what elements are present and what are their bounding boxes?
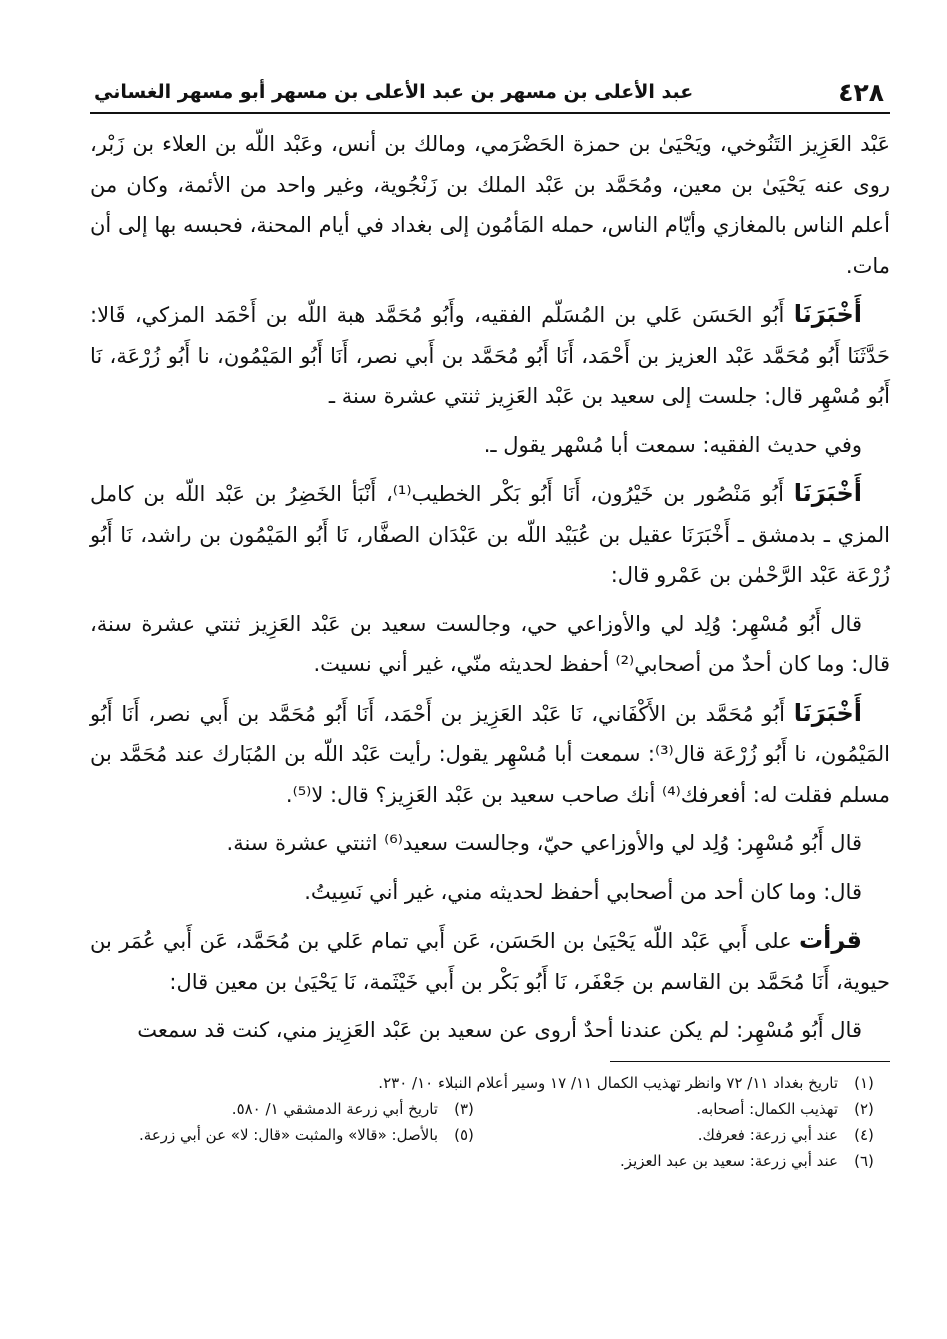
paragraph-lead: أَخْبَرَنَا: [793, 300, 862, 328]
footnote-divider: [610, 1061, 890, 1062]
paragraph-8: [90, 872, 890, 913]
footnote-row: [90, 1096, 890, 1122]
footnote-row: [90, 1122, 890, 1148]
paragraph-text: على أَبي عَبْد اللّه يَحْيَىٰ بن الحَسَن، عَن أَبي تمام عَلي بن مُحَمَّد، عَن أَبي عُمَر بن حيوية، أَنَا مُحَمَّد بن القاسم بن جَعْفَر، نَا أَبُو بَكْر بن أَبي خَيْثَمة، نَا يَحْيَىٰ بن معين قال:: [90, 929, 890, 994]
paragraph-lead: أَخْبَرَنَا: [793, 479, 862, 507]
footnote-number: (٢): [854, 1099, 874, 1118]
footnote-text: تهذيب الكمال: أصحابه.: [696, 1099, 838, 1118]
running-header: [90, 70, 890, 114]
paragraph-10: [90, 1010, 890, 1051]
paragraph-lead: أَخْبَرَنَا: [793, 698, 862, 727]
paragraph-9: [90, 920, 890, 1002]
paragraph-1: [90, 124, 890, 286]
paragraph-text: قال أَبُو مُسْهِر: لم يكن عندنا أحدٌ أروى عن سعيد بن عَبْد العَزِيز مني، كنت قد سمعت: [137, 1018, 862, 1042]
footnote-number: (٣): [454, 1099, 474, 1118]
paragraph-text: أَبُو مُحَمَّد بن الأَكْفَاني، نَا عَبْد العَزِيز بن أَحْمَد، أَنَا أَبُو مُحَمَّد بن أَبي نصر، أَنَا أَبُو المَيْمُون، نا أَبُو زُرْعَة قال⁽³⁾: سمعت أبا مُسْهِر يقول: رأيت عَبْد اللّه بن المُبَارك عند مُحَمَّد بن مسلم فقلت له: أفعرفك⁽⁴⁾ أنك صاحب سعيد بن عَبْد العَزِيز؟ قال: لا⁽⁵⁾.: [90, 701, 890, 807]
paragraph-5: [90, 604, 890, 685]
footnote-text: بالأصل: «قالا» والمثبت «قال: لا» عن أبي زرعة.: [139, 1125, 438, 1144]
paragraph-text: أَبُو مَنْصُور بن خَيْرُون، أَنَا أَبُو بَكْر الخطيب⁽¹⁾، أَنْبَأ الخَضِرُ بن عَبْد اللّه بن كامل المزي ـ بدمشق ـ أَخْبَرَنَا عقيل بن عُبَيْد اللّه بن عَبْدَان الصفَّار، نَا أَبُو المَيْمُون بن راشد، نَا أَبُو زُرْعَة عَبْد الرَّحْمٰن بن عَمْرو قال:: [90, 482, 890, 587]
paragraph-2: [90, 294, 890, 417]
paragraph-6: [90, 693, 890, 816]
footnote-3: [90, 1096, 490, 1122]
footnote-number: (٥): [454, 1125, 474, 1144]
footnote-text: تاريخ بغداد ١١/ ٧٢ وانظر تهذيب الكمال ١١/ ١٧ وسير أعلام النبلاء ١٠/ ٢٣٠.: [378, 1073, 838, 1092]
footnote-row: [90, 1070, 890, 1096]
footnote-number: (١): [854, 1073, 874, 1092]
footnote-row: [90, 1148, 890, 1174]
paragraph-3: [90, 425, 890, 466]
paragraph-lead: قرأت: [799, 926, 862, 954]
footnote-5: [90, 1122, 490, 1148]
book-page: [90, 70, 890, 1174]
main-text: [90, 124, 890, 1051]
paragraph-text: قال: وما كان أحد من أصحابي أحفظ لحديثه مني، غير أني نَسِيتُ.: [304, 879, 862, 904]
footnote-text: تاريخ أبي زرعة الدمشقي ١/ ٥٨٠.: [231, 1099, 438, 1118]
footnote-text: عند أبي زرعة: فعرفك.: [697, 1125, 838, 1144]
footnote-6: [90, 1148, 890, 1174]
footnote-number: (٦): [854, 1151, 874, 1170]
footnote-1: [90, 1070, 890, 1096]
paragraph-text: قال أَبُو مُسْهِر: وُلِد لي والأوزاعي حيّ، وجالست سعيد⁽⁶⁾ اثنتي عشرة سنة.: [226, 831, 862, 855]
running-title: عبد الأعلى بن مسهر بن عبد الأعلى بن مسهر أبو مسهر الغساني: [94, 81, 694, 103]
paragraph-text: عَبْد العَزِيز التَنُوخي، ويَحْيَىٰ بن حمزة الحَضْرَمي، ومالك بن أنس، وعَبْد اللّه بن العلاء بن زَبْر، روى عنه يَحْيَىٰ بن معين، ومُحَمَّد بن عَبْد الملك بن زَنْجُوية، وغير واحد من الأئمة، وكان من أعلم الناس بالمغازي وأيّام الناس، حمله المَأمُون إلى بغداد في أيام المحنة، فحبسه بها إلى أن مات.: [90, 132, 890, 278]
paragraph-text: أَبُو الحَسَن عَلي بن المُسَلّم الفقيه، وأَبُو مُحَمَّد هبة اللّه بن أَحْمَد المزكي، قَالا: حَدَّثَنَا أَبُو مُحَمَّد عَبْد العزيز بن أَحْمَد، أَنَا أَبُو مُحَمَّد بن أَبي نصر، أَنَا أَبُو المَيْمُون، نا أَبُو زُرْعَة، نَا أَبُو مُسْهِر قال: جلست إلى سعيد بن عَبْد العَزِيز ثنتي عشرة سنة ـ: [90, 303, 890, 408]
page-number: ٤٢٨: [838, 78, 884, 107]
paragraph-7: [90, 823, 890, 864]
footnote-text: عند أبي زرعة: سعيد بن عبد العزيز.: [620, 1151, 838, 1170]
paragraph-4: [90, 473, 890, 596]
footnote-2: [490, 1096, 890, 1122]
footnote-4: [490, 1122, 890, 1148]
paragraph-text: قال أَبُو مُسْهِر: وُلِد لي والأوزاعي حي، وجالست سعيد بن عَبْد العَزِيز ثنتي عشرة سنة، قال: وما كان أحدٌ من أصحابي⁽²⁾ أحفظ لحديثه منّي، غير أني نسيت.: [90, 611, 890, 676]
footnote-number: (٤): [854, 1125, 874, 1144]
footnotes: [90, 1070, 890, 1174]
paragraph-text: وفي حديث الفقيه: سمعت أبا مُسْهر يقول ـ.: [483, 432, 862, 457]
